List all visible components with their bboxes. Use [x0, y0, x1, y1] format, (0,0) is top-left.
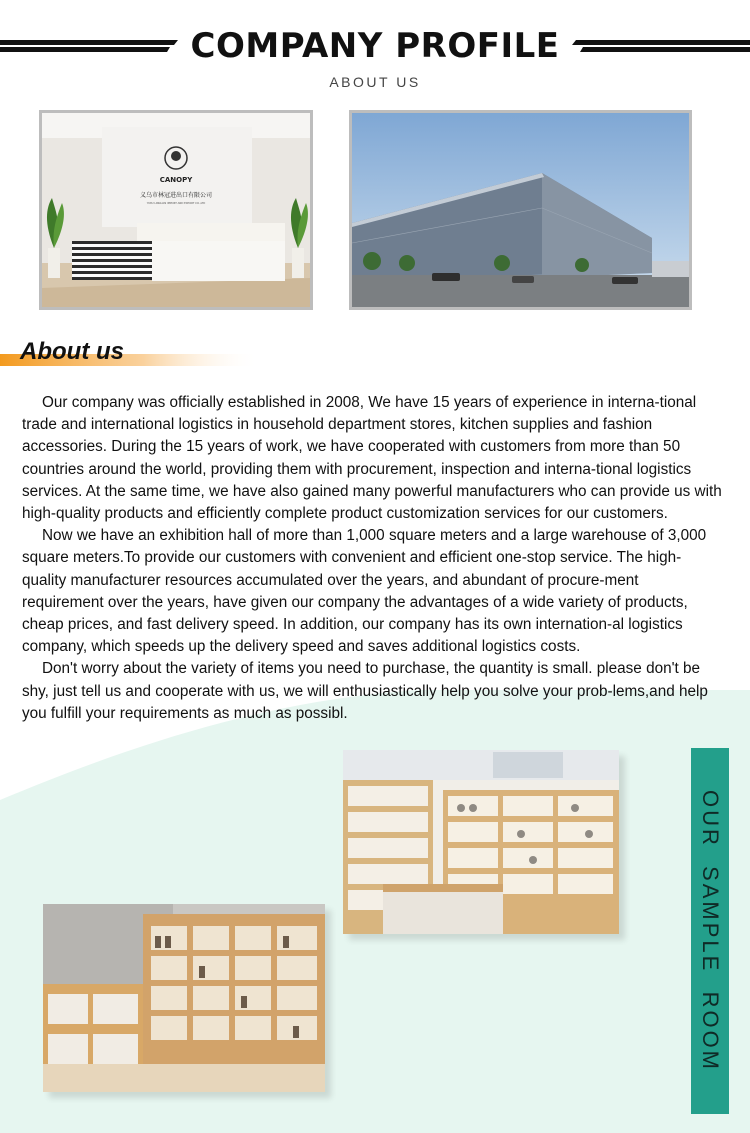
page-subtitle: ABOUT US: [329, 74, 421, 90]
sample-room-banner-text: OUR SAMPLE ROOM: [698, 789, 723, 1073]
about-text: [22, 392, 722, 725]
about-paragraph: Now we have an exhibition hall of more than 1,000 square meters and a large warehouse of 3,000 square meters.To provide our customers with convenient and efficient one-stop service. The high-quality manufacturer resources accumulated over the years, and abundant of procure-ment requirement over the years, have given our company the advantages of a wide variety of products, cheap prices, and fast delivery speed. In addition, our company has its own internation-al logistics company, which speeds up the delivery speed and saves additional logistics costs.: [22, 527, 707, 656]
office-reception-photo: [39, 110, 313, 310]
warehouse-photo: [349, 110, 692, 310]
about-heading: About us: [20, 338, 124, 365]
office-logo-subtext: YIWU LINGUAN IMPORT AND EXPORT CO.,LTD: [146, 202, 206, 205]
sample-room-banner: [691, 748, 729, 1114]
sample-room-photo-shelves: [343, 750, 619, 934]
office-logo-text: CANOPY: [159, 176, 193, 184]
sample-room-photo-display: [43, 904, 325, 1092]
about-paragraph: Our company was officially established in 2008, We have 15 years of experience in interna-tional trade and international logistics in household department stores, kitchen supplies and fashion accessories. During the 15 years of work, we have cooperated with customers from more than 50 countries around the world, providing them with procurement, inspection and interna-tional logistics services. At the same time, we have also gained many powerful manufacturers who can provide us with high-quality products and efficiently complete product customization services for our customers.: [22, 394, 722, 523]
page-title: COMPANY PROFILE: [190, 26, 560, 66]
office-logo-chinese: 义乌市林冠进出口有限公司: [139, 192, 213, 199]
about-paragraph: Don't worry about the variety of items you need to purchase, the quantity is small. please don't be shy, just tell us and cooperate with us, we will enthusiastically help you solve your prob-lems,and help you fulfill your requirements as much as possibl.: [22, 660, 708, 722]
